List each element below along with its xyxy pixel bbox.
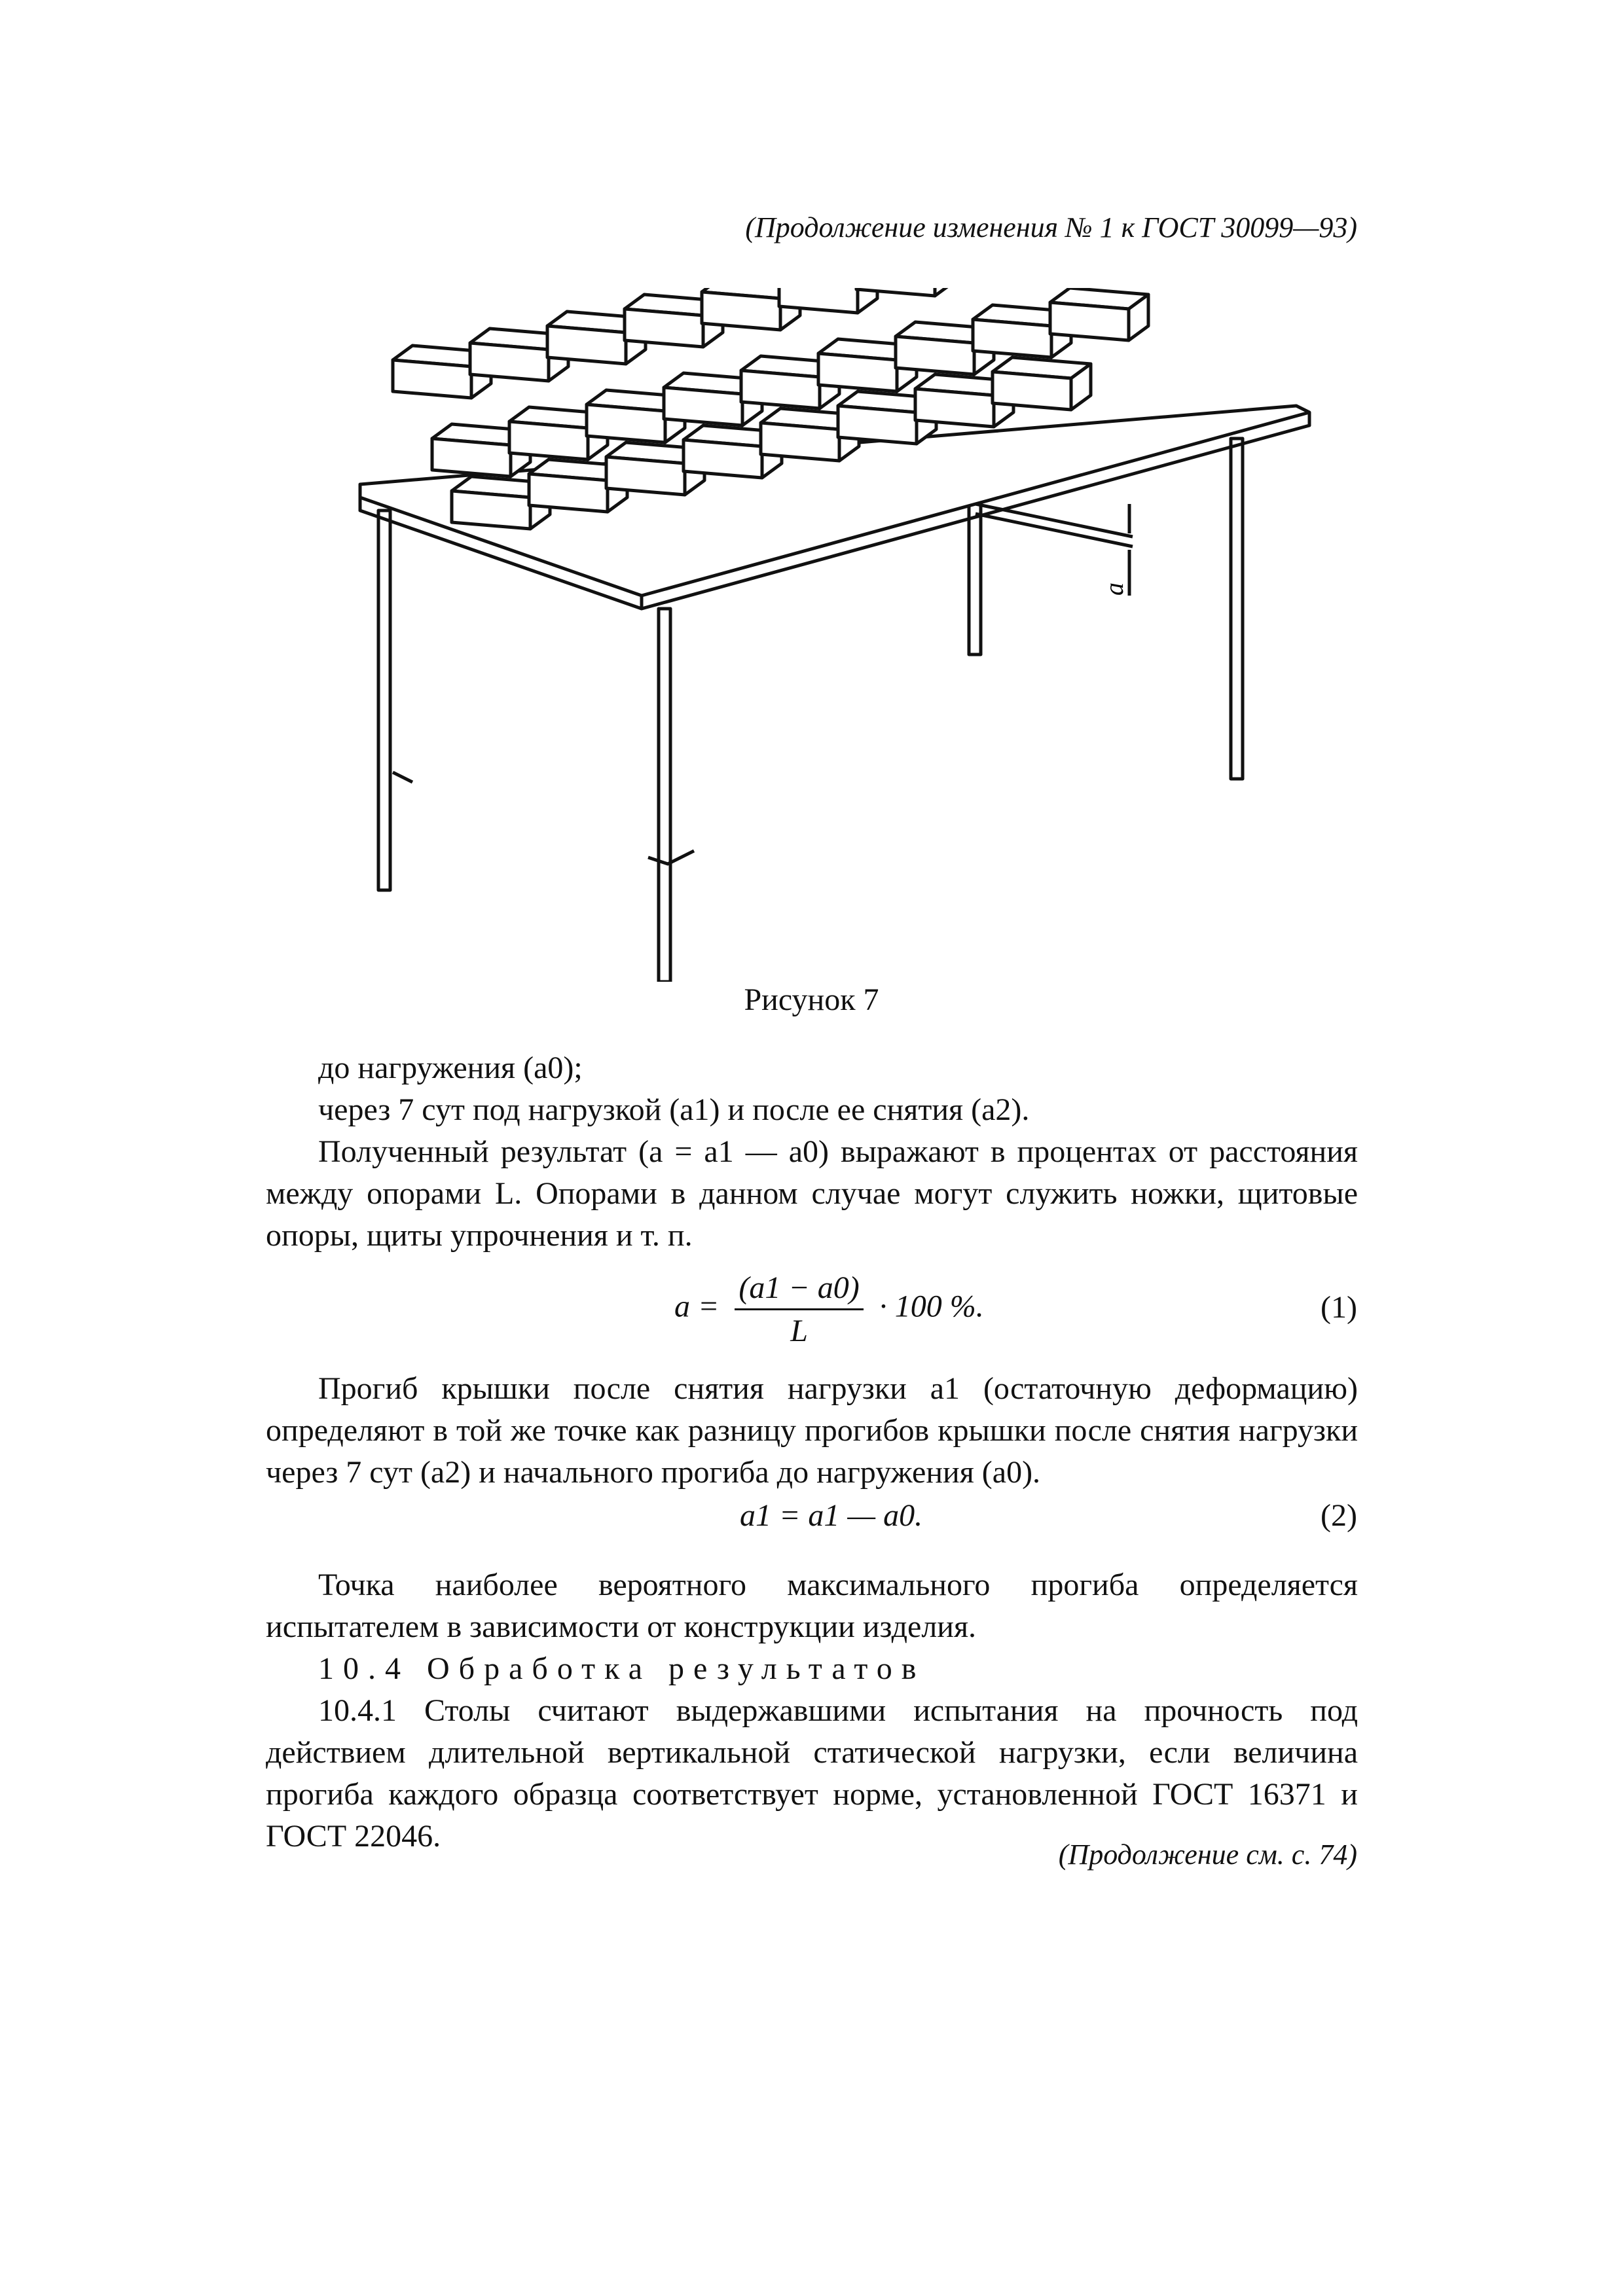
formula-1-lhs: a = [674,1289,720,1324]
table-leg [1231,439,1243,779]
paragraph-max-deflection-point: Точка наиболее вероятного максимального прогиба определяется испытателем в зависимости от конструкции изделия. [266,1568,1358,1644]
body-text-bottom [266,1564,1358,1857]
load-block [779,288,877,313]
paragraph-10-4-1: 10.4.1 Столы считают выдержавшими испытания на прочность под действием длительной вертикальной статической нагрузки, если величина прогиба каждого образца соответствует норме, установленной ГОСТ 16371 и ГОСТ 22046. [266,1693,1358,1854]
deflection-label: a [1099,583,1129,596]
body-text-top [266,1047,1358,1257]
formula-1-denominator: L [790,1314,808,1348]
line-after-7-days: через 7 сут под нагрузкой (a1) и после ее снятия (a2). [318,1092,1030,1127]
formula-1 [674,1270,984,1349]
formula-1-rhs: · 100 %. [879,1289,984,1324]
section-10-4-heading: 10.4 Обработка результатов [318,1651,926,1686]
table-leg [969,504,981,655]
paragraph-result: Полученный результат (a = a1 — a0) выражают в процентах от расстояния между опорами L. Опорами в данном случае могут служить ножки, щитовые опоры, щиты упрочнения и т. п. [266,1134,1358,1253]
equation-number-2: (2) [1321,1498,1357,1533]
formula-1-numerator: (a1 − a0) [735,1270,863,1310]
table-figure [340,288,1322,982]
formula-2: a1 = a1 — a0. [740,1498,923,1533]
table-leg [378,511,390,890]
line-before-loading: до нагружения (a0); [318,1050,583,1085]
equation-number-1: (1) [1321,1290,1357,1325]
figure-caption: Рисунок 7 [744,982,879,1017]
paragraph-residual-deflection: Прогиб крышки после снятия нагрузки a1 (остаточную деформацию) определяют в той же точке как разницу прогибов крышки после снятия нагрузки через 7 сут (a2) и начального прогиба до нагружения (a0). [266,1371,1358,1490]
table-leg [659,609,670,982]
load-block [993,357,1091,410]
formula-1-fraction [735,1270,863,1349]
page-header: (Продолжение изменения № 1 к ГОСТ 30099—93) [745,211,1357,243]
load-block [1050,288,1148,340]
page-footer: (Продолжение см. с. 74) [1058,1839,1357,1871]
body-text-middle [266,1368,1358,1494]
